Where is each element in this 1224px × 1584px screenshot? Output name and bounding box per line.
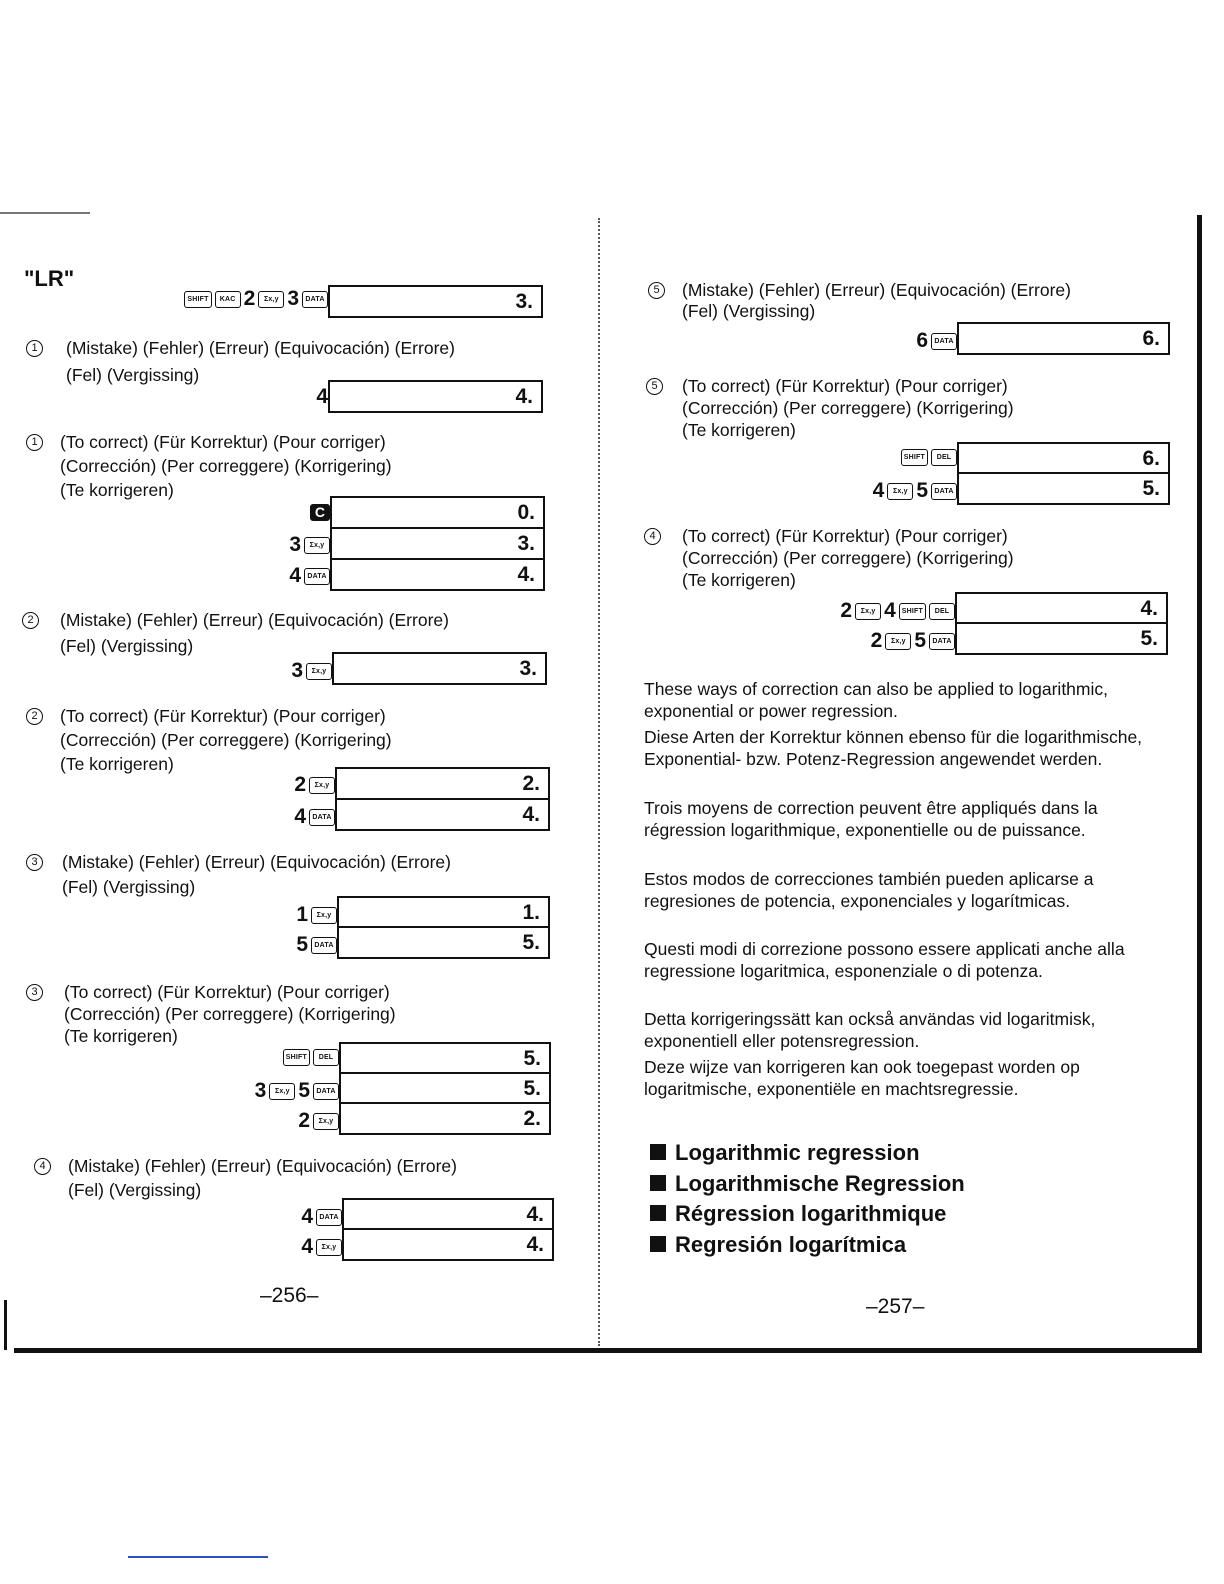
paragraph-french: Trois moyens de correction peuvent être appliqués dans la régression logarithmique, exponentielle ou de puissance. bbox=[644, 798, 1098, 840]
data-key-icon: DATA bbox=[309, 809, 335, 826]
key-digit: 2 bbox=[870, 629, 883, 652]
key-row bbox=[200, 1109, 339, 1133]
key-row bbox=[240, 773, 335, 797]
spread-left-border bbox=[4, 1300, 7, 1350]
calculator-display: 2. bbox=[335, 767, 550, 800]
paragraph-english: These ways of correction can also be applied to logarithmic, exponential or power regression. bbox=[644, 679, 1108, 721]
key-digit: 5 bbox=[296, 933, 308, 956]
data-key-icon: DATA bbox=[304, 568, 330, 585]
key-row bbox=[240, 1205, 342, 1229]
shift-key-icon: SHIFT bbox=[901, 449, 928, 466]
step-marker: 2 bbox=[22, 612, 39, 629]
step-text-line: (Corrección) (Per correggere) (Korrigering) bbox=[60, 730, 392, 750]
step-1-correct bbox=[26, 432, 586, 502]
paragraph-swedish: Detta korrigeringssätt kan också användas vid logaritmisk, exponentiell eller potensregression. bbox=[644, 1009, 1096, 1051]
heading-text: Logarithmische Regression bbox=[675, 1170, 965, 1196]
step-text-line: (Fel) (Vergissing) bbox=[68, 1180, 202, 1200]
data-key-icon: DATA bbox=[311, 937, 337, 954]
step-2-correct bbox=[26, 706, 586, 776]
key-digit: 4 bbox=[316, 385, 328, 408]
step-text-line: (To correct) (Für Korrektur) (Pour corriger) bbox=[64, 982, 390, 1002]
calculator-display: 0. bbox=[330, 496, 545, 529]
page-gutter bbox=[598, 218, 600, 1346]
footer-link-underline bbox=[128, 1556, 268, 1558]
step-text-line: (To correct) (Für Korrektur) (Pour corriger) bbox=[60, 706, 386, 726]
calculator-display: 1. bbox=[337, 896, 550, 929]
page-number-left: –256– bbox=[260, 1284, 319, 1307]
sigma-key-icon: Σx,y bbox=[311, 907, 337, 924]
step-text-line: (To correct) (Für Korrektur) (Pour corriger) bbox=[682, 526, 1008, 546]
clear-key-icon: C bbox=[310, 504, 330, 521]
calculator-display: 2. bbox=[339, 1102, 551, 1135]
key-digit: 4 bbox=[301, 1205, 313, 1228]
calculator-display: 4. bbox=[342, 1228, 554, 1261]
key-row bbox=[780, 629, 955, 653]
heading-english bbox=[650, 1138, 965, 1169]
paragraph-german: Diese Arten der Korrektur können ebenso für die logarithmische, Exponential- bzw. Potenz-Regression angewendet werden. bbox=[644, 727, 1143, 769]
key-digit: 4 bbox=[884, 599, 896, 622]
calculator-display: 3. bbox=[330, 527, 545, 560]
step-text-line: (Fel) (Vergissing) bbox=[66, 365, 200, 385]
step-text-line: (Fel) (Vergissing) bbox=[62, 877, 196, 897]
key-digit: 6 bbox=[916, 329, 928, 352]
calculator-display: 4. bbox=[955, 592, 1168, 625]
calculator-display: 6. bbox=[957, 322, 1170, 355]
step-text-line: (Mistake) (Fehler) (Erreur) (Equivocación) (Errore) bbox=[682, 280, 1071, 300]
step-marker: 4 bbox=[644, 528, 661, 545]
key-row bbox=[240, 564, 330, 588]
key-digit: 4 bbox=[289, 564, 301, 587]
step-marker: 1 bbox=[26, 434, 43, 451]
key-digit: 2 bbox=[840, 599, 853, 622]
key-digit: 3 bbox=[254, 1079, 267, 1102]
bullet-square-icon bbox=[650, 1236, 666, 1252]
key-row bbox=[240, 1235, 342, 1259]
step-text-line: (Te korrigeren) bbox=[60, 480, 174, 500]
paragraph-spanish: Estos modos de correcciones también pueden aplicarse a regresiones de potencia, exponenciales y logarítmicas. bbox=[644, 869, 1094, 911]
key-row bbox=[240, 805, 335, 829]
key-digit: 2 bbox=[298, 1109, 310, 1132]
sigma-key-icon: Σx,y bbox=[304, 537, 330, 554]
bullet-square-icon bbox=[650, 1144, 666, 1160]
heading-spanish bbox=[650, 1230, 965, 1261]
key-row bbox=[240, 933, 337, 957]
data-key-icon: DATA bbox=[313, 1083, 339, 1100]
key-digit: 4 bbox=[294, 805, 306, 828]
sigma-key-icon: Σx,y bbox=[885, 633, 911, 650]
step-text-line: (Te korrigeren) bbox=[682, 570, 796, 590]
data-key-icon: DATA bbox=[929, 633, 955, 650]
calculator-display: 5. bbox=[339, 1072, 551, 1105]
key-digit: 2 bbox=[243, 287, 256, 310]
sigma-key-icon: Σx,y bbox=[316, 1239, 342, 1256]
step-1-keys bbox=[260, 385, 328, 409]
calculator-display: 5. bbox=[955, 622, 1168, 655]
step-marker: 3 bbox=[26, 984, 43, 1001]
paragraph-italian: Questi modi di correzione possono essere applicati anche alla regressione logaritmica, esponenziale o di potenza. bbox=[644, 939, 1125, 981]
del-key-icon: DEL bbox=[313, 1049, 339, 1066]
step-text-line: (Corrección) (Per correggere) (Korrigering) bbox=[64, 1004, 396, 1024]
step-text-line: (Te korrigeren) bbox=[60, 754, 174, 774]
key-row bbox=[820, 449, 957, 466]
step-text-line: (Fel) (Vergissing) bbox=[682, 301, 816, 321]
step-text-line: (Corrección) (Per correggere) (Korrigering) bbox=[682, 548, 1014, 568]
step-text-line: (Corrección) (Per correggere) (Korrigering) bbox=[60, 456, 392, 476]
calculator-display: 5. bbox=[339, 1042, 551, 1075]
step-5-correct bbox=[646, 376, 1186, 446]
step-marker: 2 bbox=[26, 708, 43, 725]
calculator-display: 4. bbox=[342, 1198, 554, 1231]
del-key-icon: DEL bbox=[931, 449, 957, 466]
key-digit: 5 bbox=[916, 479, 928, 502]
clear-key-row bbox=[240, 504, 330, 521]
shift-key-icon: SHIFT bbox=[283, 1049, 310, 1066]
step-text-line: (Te korrigeren) bbox=[64, 1026, 178, 1046]
key-row bbox=[240, 903, 337, 927]
calculator-display: 6. bbox=[957, 442, 1170, 475]
step-marker: 1 bbox=[26, 340, 43, 357]
calculator-display: 5. bbox=[337, 926, 550, 959]
key-row bbox=[780, 599, 955, 623]
step-4-correct bbox=[644, 526, 1184, 596]
heading-text: Régression logarithmique bbox=[675, 1201, 947, 1226]
data-key-icon: DATA bbox=[316, 1209, 342, 1226]
lr-key-sequence bbox=[100, 287, 328, 311]
calculator-display: 4. bbox=[330, 558, 545, 591]
spread-bottom-border bbox=[14, 1348, 1200, 1353]
step-text-line: (To correct) (Für Korrektur) (Pour corriger) bbox=[682, 376, 1008, 396]
calculator-display: 5. bbox=[957, 472, 1170, 505]
lr-title: "LR" bbox=[24, 266, 75, 291]
data-key-icon: DATA bbox=[931, 483, 957, 500]
calculator-display: 3. bbox=[328, 285, 543, 318]
key-digit: 5 bbox=[298, 1079, 310, 1102]
heading-text: Logarithmic regression bbox=[675, 1140, 920, 1165]
sigma-key-icon: Σx,y bbox=[313, 1113, 339, 1130]
step-text-line: (Mistake) (Fehler) (Erreur) (Equivocación) (Errore) bbox=[62, 852, 451, 872]
key-digit: 1 bbox=[296, 903, 308, 926]
key-row bbox=[200, 1049, 339, 1066]
step-text-line: (Fel) (Vergissing) bbox=[60, 636, 194, 656]
heading-text: Regresión logarítmica bbox=[675, 1231, 907, 1257]
key-digit: 5 bbox=[914, 629, 926, 652]
key-row bbox=[860, 329, 957, 353]
key-digit: 3 bbox=[289, 533, 301, 556]
key-row bbox=[240, 533, 330, 557]
sigma-key-icon: Σx,y bbox=[258, 291, 284, 308]
step-text-line: (Te korrigeren) bbox=[682, 420, 796, 440]
key-row bbox=[200, 1079, 339, 1103]
key-digit: 3 bbox=[287, 287, 299, 310]
sigma-key-icon: Σx,y bbox=[855, 603, 881, 620]
key-digit: 4 bbox=[872, 479, 885, 502]
calculator-display: 4. bbox=[328, 380, 543, 413]
page-number-right: –257– bbox=[866, 1295, 925, 1318]
heading-french bbox=[650, 1199, 965, 1230]
step-marker: 5 bbox=[646, 378, 663, 395]
step-text-line: (Mistake) (Fehler) (Erreur) (Equivocación) (Errore) bbox=[68, 1156, 457, 1176]
step-text-line: (Mistake) (Fehler) (Erreur) (Equivocación) (Errore) bbox=[60, 610, 449, 630]
bullet-square-icon bbox=[650, 1175, 666, 1191]
data-key-icon: DATA bbox=[931, 333, 957, 350]
key-row bbox=[800, 479, 957, 503]
calculator-display: 4. bbox=[335, 798, 550, 831]
bullet-square-icon bbox=[650, 1205, 666, 1221]
step-text-line: (Mistake) (Fehler) (Erreur) (Equivocación) (Errore) bbox=[66, 338, 455, 358]
section-headings bbox=[650, 1138, 965, 1260]
data-key-icon: DATA bbox=[302, 291, 328, 308]
sigma-key-icon: Σx,y bbox=[309, 777, 335, 794]
key-digit: 2 bbox=[294, 773, 306, 796]
key-digit: 3 bbox=[291, 659, 303, 682]
step-text-line: (To correct) (Für Korrektur) (Pour corriger) bbox=[60, 432, 386, 452]
kac-key-icon: KAC bbox=[215, 291, 241, 308]
step-marker: 3 bbox=[26, 854, 43, 871]
spread-right-border bbox=[1197, 215, 1202, 1353]
step-text-line: (Corrección) (Per correggere) (Korrigering) bbox=[682, 398, 1014, 418]
step-3-mistake bbox=[26, 852, 586, 902]
shift-key-icon: SHIFT bbox=[899, 603, 926, 620]
sigma-key-icon: Σx,y bbox=[269, 1083, 295, 1100]
scan-edge-line bbox=[0, 212, 90, 214]
calculator-display: 3. bbox=[332, 652, 547, 685]
heading-german bbox=[650, 1169, 965, 1200]
step-marker: 4 bbox=[34, 1158, 51, 1175]
sigma-key-icon: Σx,y bbox=[887, 483, 913, 500]
key-row bbox=[240, 659, 332, 683]
sigma-key-icon: Σx,y bbox=[306, 663, 332, 680]
shift-key-icon: SHIFT bbox=[184, 291, 211, 308]
del-key-icon: DEL bbox=[929, 603, 955, 620]
paragraph-dutch: Deze wijze van korrigeren kan ook toegepast worden op logaritmische, exponentiële en machtsregressie. bbox=[644, 1057, 1080, 1099]
key-digit: 4 bbox=[301, 1235, 313, 1258]
step-marker: 5 bbox=[648, 282, 665, 299]
